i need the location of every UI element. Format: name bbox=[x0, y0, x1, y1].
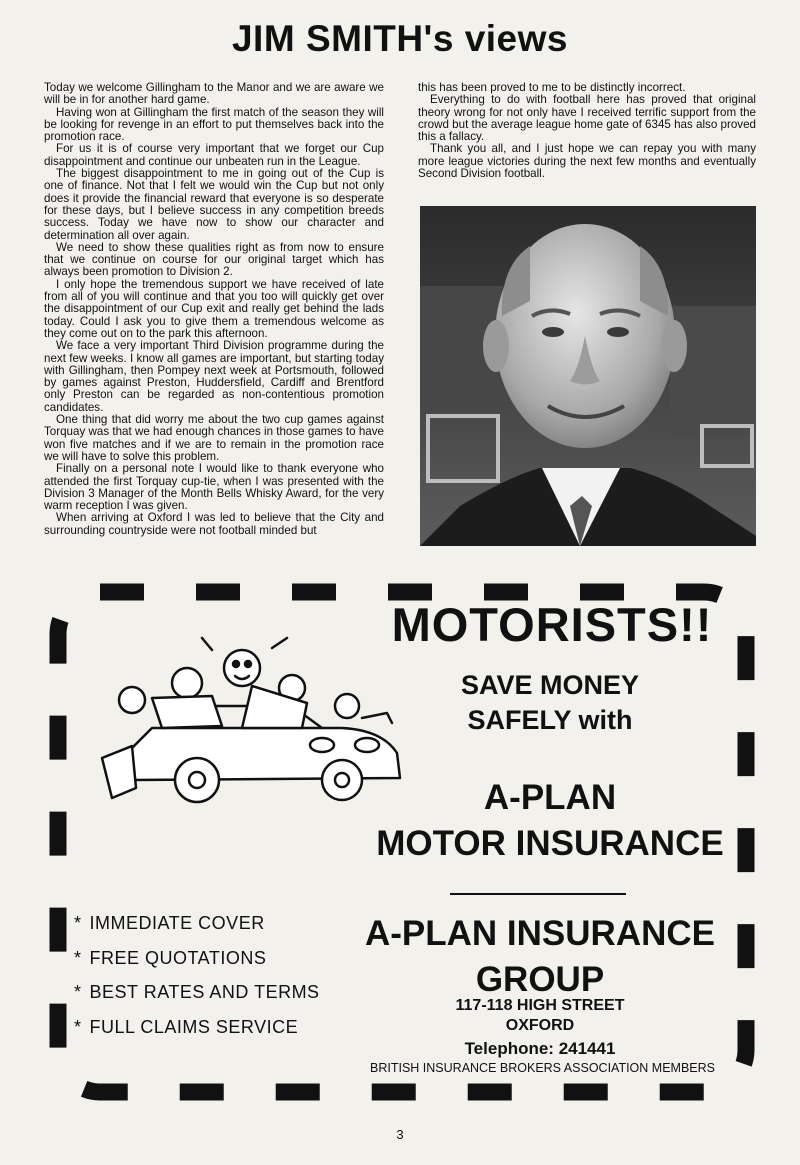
article-paragraph: this has been proved to me to be distinctly incorrect. bbox=[418, 81, 686, 94]
article-paragraph: Having won at Gillingham the first match of the season they will be looking for revenge in an effort to put themselves back into the promotion race. bbox=[44, 105, 384, 144]
article-paragraph: We need to show these qualities right as from now to ensure that we continue on course for our original target which has always been promotion to Division 2. bbox=[44, 240, 384, 279]
advert-members-line: BRITISH INSURANCE BROKERS ASSOCIATION MEMBERS bbox=[370, 1061, 715, 1075]
advert-divider bbox=[450, 893, 626, 895]
article-column-left bbox=[44, 82, 384, 537]
article-paragraph: The biggest disappointment to me in going out of the Cup is one of finance. Not that I felt we would win the Cup but not only does it provide the financial reward that everyone is so desperate for these days, but I believe success in any competition breeds success. Today we have now to show our character and determination all over again. bbox=[44, 167, 384, 242]
asterisk-bullet: * bbox=[74, 913, 82, 933]
feature-label: FREE QUOTATIONS bbox=[89, 947, 267, 968]
advert-headline: MOTORISTS!! bbox=[391, 598, 713, 651]
article-paragraph: Finally on a personal note I would like to thank everyone who attended the first Torquay cup-tie, when I was presented with the Division 3 Manager of the Month Bells Whisky Award, for the very warm reception I was given. bbox=[44, 462, 384, 513]
advert-company-line-2: GROUP bbox=[475, 960, 605, 999]
article-paragraph: I only hope the tremendous support we have received of late from all of you will continue and that you too will quickly get over the disappointment of our Cup exit and really get behind the lads today. Could I ask you to give them a tremendous welcome as they come out on to the park this afternoon. bbox=[44, 277, 384, 340]
advert-save-money bbox=[400, 668, 700, 738]
advert-brand bbox=[360, 775, 740, 867]
advert-save-line-1: SAVE MONEY bbox=[460, 670, 640, 700]
feature-label: FULL CLAIMS SERVICE bbox=[89, 1016, 299, 1037]
article-column-right bbox=[418, 82, 756, 180]
manager-portrait-photo bbox=[420, 206, 756, 546]
advert-company-line-1: A-PLAN INSURANCE bbox=[365, 914, 715, 953]
feature-item bbox=[74, 1017, 320, 1052]
asterisk-bullet: * bbox=[74, 982, 82, 1002]
advert-brand-line-1: A-PLAN bbox=[483, 778, 617, 817]
advert-company bbox=[350, 911, 730, 1003]
article-paragraph: We face a very important Third Division programme during the next few weeks. I know all games are important, but starting today with Gillingham, then Pompey next week at Portsmouth, followed by games against Preston, Huddersfield, Cardiff and Brentford only Preston can be regarded as non-contentious promotion candidates. bbox=[44, 339, 384, 414]
page-number: 3 bbox=[396, 1127, 404, 1142]
feature-item bbox=[74, 982, 320, 1017]
feature-item bbox=[74, 913, 320, 948]
article-title: JIM SMITH's views bbox=[231, 18, 568, 59]
advert-address-line-1: 117-118 HIGH STREET bbox=[455, 997, 625, 1014]
advert-address bbox=[400, 996, 680, 1036]
article-paragraph: For us it is of course very important that we forget our Cup disappointment and continue our unbeaten run in the League. bbox=[44, 142, 384, 168]
feature-label: BEST RATES AND TERMS bbox=[89, 982, 320, 1002]
advert-telephone: Telephone: 241441 bbox=[464, 1039, 616, 1058]
asterisk-bullet: * bbox=[74, 947, 82, 968]
feature-label: IMMEDIATE COVER bbox=[89, 913, 265, 933]
article-paragraph: Everything to do with football here has proved that original theory wrong for not only have I received terrific support from the crowd but the average league home gate of 6345 has also proved this a fallacy. bbox=[418, 93, 756, 144]
feature-item bbox=[74, 948, 320, 983]
advert-save-line-2: SAFELY with bbox=[467, 705, 633, 735]
article-paragraph: Thank you all, and I just hope we can repay you with many more league victories during the next few months and eventually Second Division football. bbox=[418, 142, 756, 181]
asterisk-bullet: * bbox=[74, 1016, 82, 1037]
article-paragraph: When arriving at Oxford I was led to believe that the City and surrounding countryside were not football minded but bbox=[44, 511, 384, 537]
article-paragraph: Today we welcome Gillingham to the Manor and we are aware we will be in for another hard game. bbox=[44, 81, 384, 107]
advert-features-list bbox=[74, 913, 320, 1051]
article-paragraph: One thing that did worry me about the two cup games against Torquay was that we had enough chances in those games to have won five matches and if we are to remain in the promotion race we will have to solve this problem. bbox=[44, 413, 384, 463]
advert-address-line-2: OXFORD bbox=[505, 1017, 575, 1034]
advert-brand-line-2: MOTOR INSURANCE bbox=[376, 824, 724, 863]
